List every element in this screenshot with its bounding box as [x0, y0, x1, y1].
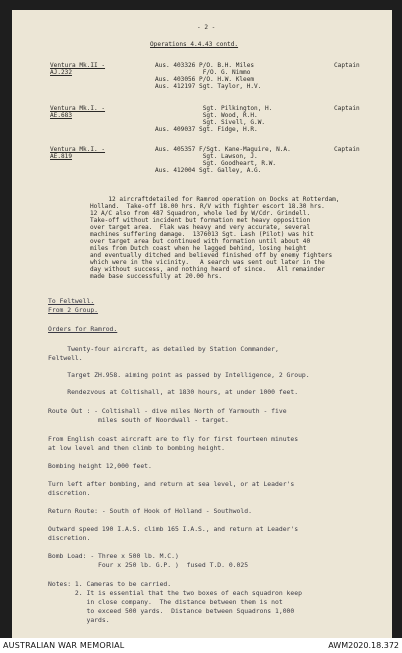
crew-member: Sgt. Lawson, J.: [155, 153, 258, 160]
crew-member: Sgt. Goodheart, R.W.: [155, 160, 277, 167]
narrative-line: which were in the vicinity. A search was sent out later in the: [90, 259, 325, 266]
narrative-line: 12 aircraftdetailed for Ramrod operation on Docks at Rotterdam,: [90, 196, 340, 203]
narrative-line: Take-off without incident but formation met heavy opposition: [90, 217, 311, 224]
from-line: From 2 Group.: [48, 306, 99, 314]
bomb-load-line: Bomb Load: - Three x 500 lb. M.C.): [48, 552, 179, 560]
speed-line: Outward speed 190 I.A.S. climb 165 I.A.S., and return at Leader's: [48, 525, 299, 533]
crew-member: Aus. 409037 Sgt. Fidge, H.R.: [155, 126, 258, 133]
bomb-load-line: Four x 250 lb. G.P. ) fused T.D. 0.025: [48, 561, 249, 569]
target-line: Target ZH.958. aiming point as passed by Intelligence, 2 Group.: [48, 371, 310, 379]
crew-aircraft: Ventura Mk.I. -: [50, 105, 106, 112]
crew-member: Sgt. Pilkington, H.: [155, 105, 273, 112]
notes-line: to exceed 500 yards. Distance between Squadrons 1,000: [48, 607, 295, 615]
crew-member: Aus. 412197 Sgt. Taylor, H.V.: [155, 83, 262, 90]
coast-line: at low level and then climb to bombing height.: [48, 444, 225, 452]
crew-role: Captain: [334, 62, 360, 69]
route-out-line: Route Out : - Coltishall - dive miles North of Yarmouth - five: [48, 407, 287, 415]
crew-member: Aus. 403326 P/O. B.H. Miles: [155, 62, 255, 69]
archive-footer: [0, 638, 402, 653]
return-route-line: Return Route: - South of Hook of Holland - Southwold.: [48, 507, 252, 515]
crew-serial: AJ.232: [50, 69, 73, 76]
crew-member: Sgt. Wood, R.H.: [155, 112, 258, 119]
orders-title: Orders for Ramrod.: [48, 325, 118, 333]
narrative-line: made base successfully at 20.00 hrs.: [90, 273, 223, 280]
page-number: - 2 -: [197, 24, 216, 31]
narrative-line: miles from Dutch coast when he lagged behind, losing height: [90, 245, 307, 252]
turn-line: Turn left after bombing, and return at sea level, or at Leader's: [48, 480, 295, 488]
narrative-line: over target area. Flak was heavy and very accurate, several: [90, 224, 311, 231]
crew-role: Captain: [334, 105, 360, 112]
orders-line: Feltwell.: [48, 354, 83, 362]
route-out-line: miles south of Noordwall - target.: [48, 416, 229, 424]
crew-member: Aus. 405357 F/Sgt. Kane-Maguire, N.A.: [155, 146, 291, 153]
notes-line: Notes: 1. Cameras to be carried.: [48, 580, 172, 588]
crew-member: Aus. 403056 P/O. H.W. Kleem: [155, 76, 255, 83]
narrative-line: 12 A/C also from 487 Squadron, whole led by W/Cdr. Grindell.: [90, 210, 311, 217]
turn-line: discretion.: [48, 489, 91, 497]
crew-aircraft: Ventura Mk.II -: [50, 62, 106, 69]
orders-line: Twenty-four aircraft, as detailed by Station Commander,: [48, 345, 279, 353]
rendezvous-line: Rendezvous at Coltishall, at 1830 hours, at under 1000 feet.: [48, 388, 299, 396]
footer-catalogue-number: AWM2020.18.372: [328, 641, 399, 650]
document-page: [12, 10, 392, 638]
crew-role: Captain: [334, 146, 360, 153]
crew-member: Aus. 412004 Sgt. Galley, A.G.: [155, 167, 262, 174]
notes-line: in close company. The distance between them is not: [48, 598, 283, 606]
narrative-line: machines suffering damage. 1376013 Sgt. Lash (Pilot) was hit: [90, 231, 314, 238]
narrative-line: over target area but continued with formation until about 40: [90, 238, 311, 245]
footer-institution: AUSTRALIAN WAR MEMORIAL: [3, 641, 125, 650]
notes-line: 2. It is essential that the two boxes of each squadron keep: [48, 589, 302, 597]
bombing-height-line: Bombing height 12,000 feet.: [48, 462, 152, 470]
crew-member: Sgt. Sivell, G.W.: [155, 119, 266, 126]
notes-line: yards.: [48, 616, 110, 624]
narrative-line: Holland. Take-off 18.00 hrs. R/V with fighter escort 18.30 hrs.: [90, 203, 325, 210]
narrative-line: day without success, and nothing heard of since. All remainder: [90, 266, 325, 273]
crew-aircraft: Ventura Mk.I. -: [50, 146, 106, 153]
coast-line: From English coast aircraft are to fly for first fourteen minutes: [48, 435, 299, 443]
page-heading: Operations 4.4.43 contd.: [150, 41, 239, 48]
to-line: To Feltwell.: [48, 297, 95, 305]
narrative-line: and eventually ditched and believed finished off by enemy fighters: [90, 252, 333, 259]
crew-member: F/O. G. Nimmo: [155, 69, 251, 76]
crew-serial: AE.683: [50, 112, 73, 119]
speed-line: discretion.: [48, 534, 91, 542]
crew-serial: AE.819: [50, 153, 73, 160]
